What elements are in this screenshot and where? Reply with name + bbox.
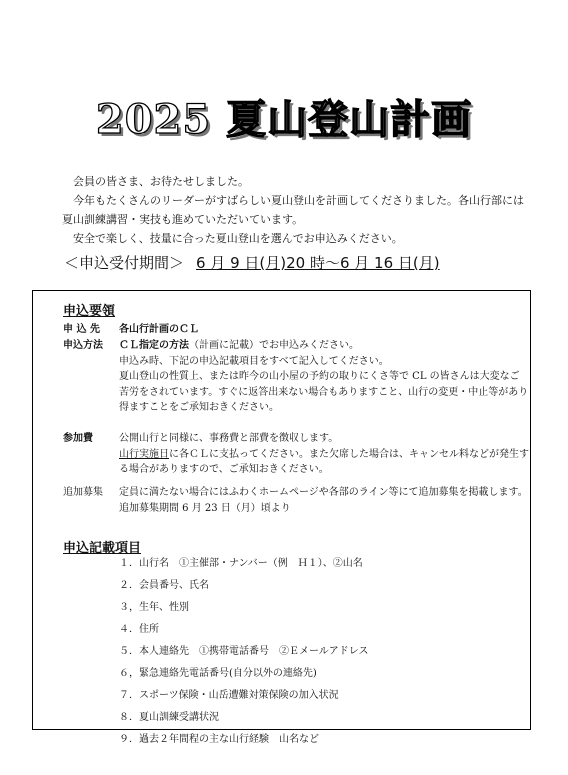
list-item: ４．住所 — [119, 624, 159, 635]
extra-value: 定員に満たない場合にはふわくホームページや各部のライン等にて追加募集を掲載します。追加募集期間 6 月 23 日（月）頃より — [119, 487, 528, 514]
application-period — [64, 252, 440, 273]
period-label: ＜申込受付期間＞ — [64, 254, 185, 272]
intro-closing: 安全で楽しく、技量に合った夏山登山を選んでお申込みください。 — [73, 232, 403, 245]
intro — [62, 172, 532, 248]
list-item: ８．夏山訓練受講状況 — [119, 712, 219, 723]
entry-heading: 申込記載項目 — [63, 541, 142, 556]
fee-date-emphasis: 山行実施日 — [119, 448, 169, 460]
destination-label: 申 込 先 — [63, 324, 100, 335]
list-item: ６，緊急連絡先電話番号(自分以外の連絡先) — [119, 668, 317, 679]
extra-label: 追加募集 — [63, 487, 103, 498]
method-emphasis: ＣＬ指定の方法 — [119, 340, 189, 351]
guide-heading: 申込要領 — [63, 304, 116, 319]
intro-body: 今年もたくさんのリーダーがすばらしい夏山登山を計画してくださりました。各山行部には夏山訓練講習・実技も進めていただいています。 — [62, 194, 524, 226]
method-line-2: 申込み時、下記の申込記載項目をすべて記入してください。 — [119, 355, 389, 367]
list-item: １．山行名 ①主催部・ナンバー（例 Ｈ１）、②山名 — [119, 558, 363, 569]
list-item: ２．会員番号、氏名 — [119, 580, 209, 591]
fee-text — [119, 431, 529, 478]
destination-value: 各山行計画のＣＬ — [119, 324, 199, 335]
application-guide-box — [32, 290, 531, 745]
list-item: ９．過去２年間程の主な山行経験 山名など — [119, 734, 319, 745]
method-text — [119, 338, 529, 416]
method-label: 申込方法 — [63, 340, 103, 351]
entry-items — [119, 553, 369, 751]
list-item: ７．スポーツ保険・山岳遭難対策保険の加入状況 — [119, 690, 339, 701]
period-dates: 6 月 9 日(月)20 時〜6 月 16 日(月) — [196, 254, 440, 272]
list-item: ５．本人連絡先 ①携帯電話番号 ②Ｅメールアドレス — [119, 646, 369, 657]
intro-greeting: 会員の皆さま、お待たせしました。 — [73, 175, 249, 188]
page-title: 2025 夏山登山計画 — [95, 96, 473, 143]
fee-line-2: に各ＣＬに支払ってください。また欠席した場合は、キャンセル料などが発生する場合がありますので、ご承知おきください。 — [119, 448, 529, 475]
method-line-3: 夏山登山の性質上、または昨今の山小屋の予約の取りにくさ等で CL の皆さんは大変なご苦労をされています。すぐに返答出来ない場合もありますこと、山行の変更・中止等があり得ますことをご承知おきください。 — [119, 371, 529, 413]
method-note: （計画に記載）でお申込みください。 — [189, 340, 359, 351]
fee-label: 参加費 — [63, 433, 93, 444]
fee-line-1: 公開山行と同様に、事務費と部費を徴収します。 — [119, 433, 339, 444]
list-item: ３，生年、性別 — [119, 602, 189, 613]
